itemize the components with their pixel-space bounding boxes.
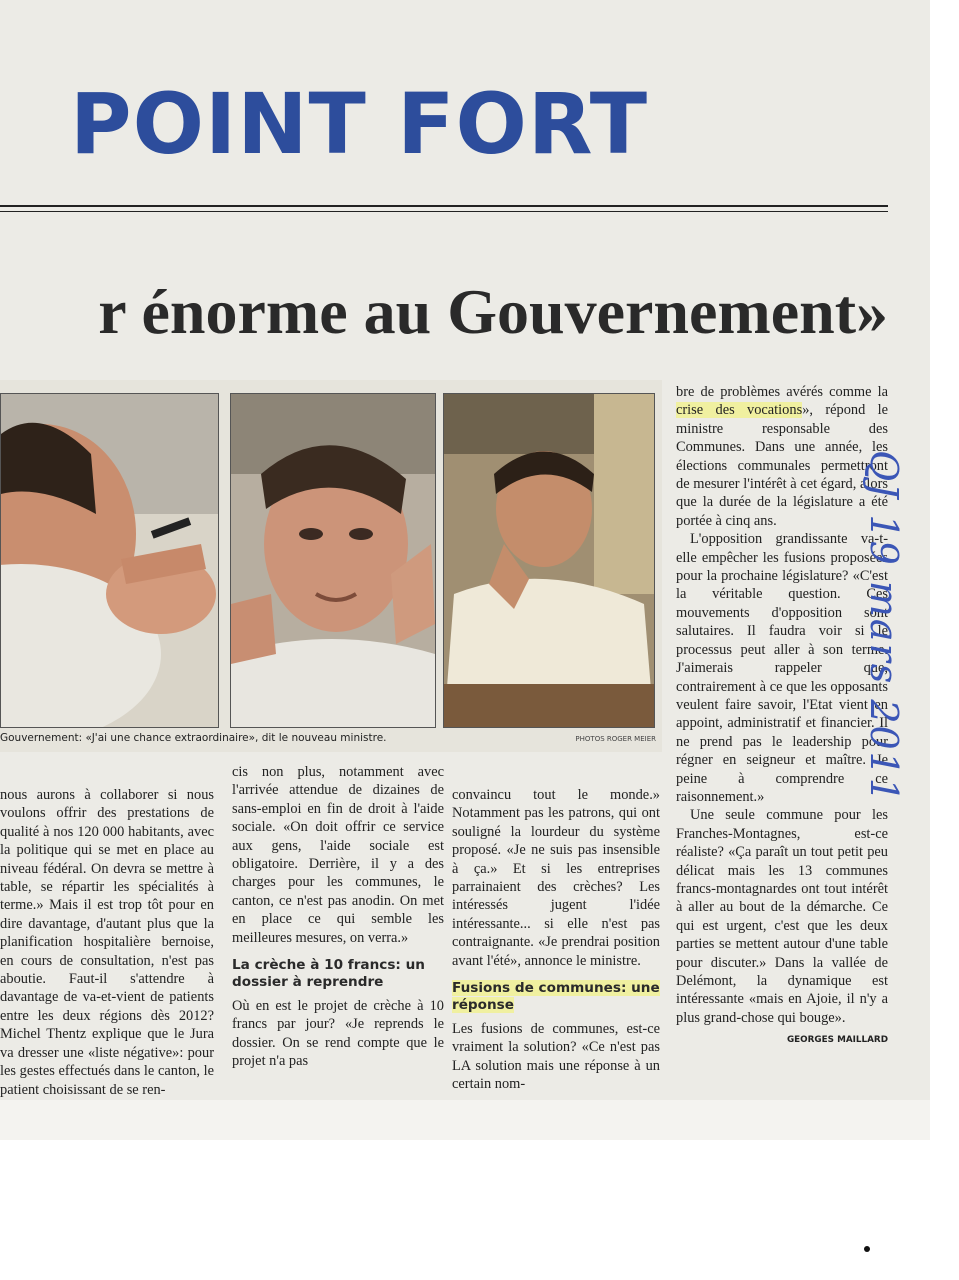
- column-3-text-top: convaincu tout le monde.» Notamment pas les patrons, qui ont souligné la lourdeur du système proposé. «Je ne suis pas insensible à ça.» Et si les entreprises parrainaient des crèches? Les intéressés jugent l'idée intéressante... si elle n'est pas contraignante. «Je prendrai position avant l'été», annonce le ministre.: [452, 787, 660, 969]
- column-4-para-2: L'opposition grandissante va-t-elle empêcher les fusions proposées pour la prochaine législature? «C'est la véritable question. Ces mouvements d'opposition sont salutaires. Il faudra voir si le processus peut aller à son terme. J'aimerais rappeler que, contrairement à ce que les opposants veulent faire savoir, l'Etat vient en appoint, administratif et financier. Il ne prend pas le leadership pour régner en seigneur et maître. Je peine à comprendre ce raisonnement.»: [676, 531, 888, 805]
- subhead-creche: La crèche à 10 francs: un dossier à reprendre: [232, 957, 425, 991]
- header-rule-thin: [0, 211, 888, 212]
- photo-minister-left: [0, 393, 219, 728]
- column-4-para-1: [676, 383, 888, 530]
- scan-speck: [864, 1246, 870, 1252]
- header-rule: [0, 205, 888, 207]
- photo-caption: Gouvernement: «J'ai une chance extraordinaire», dit le nouveau ministre.: [0, 732, 387, 744]
- article-headline: r énorme au Gouvernement»: [98, 276, 888, 347]
- column-2-text-top: cis non plus, notamment avec l'arrivée attendue de dizaines de sans-emploi en fin de droit à l'aide sociale. «On doit offrir ce service aux gens, l'aide sociale est obligatoire. Derrière, il y a des charges pour les communes, le canton, ce n'est pas anodin. On met en place ce qui semble les meilleures mesures, on verra.»: [232, 764, 444, 946]
- handwritten-date-note: QJ 19 mars 2011: [862, 450, 906, 805]
- para-1-end: », répond le ministre responsable des Communes. Dans une année, les élections communales permettront de mesurer l'intérêt à cet égard, alors que la durée de la législature a été portée à cinq ans.: [676, 402, 888, 529]
- para-1-start: bre de problèmes avérés comme la: [676, 384, 888, 400]
- highlighted-phrase: crise des vocations: [676, 402, 803, 419]
- column-3-text-bottom: Les fusions de communes, est-ce vraiment la solution? «Ce n'est pas LA solution mais une réponse à un certain nom-: [452, 1021, 660, 1093]
- photo-minister-center: [230, 393, 436, 728]
- column-1-text: nous aurons à collaborer si nous voulons offrir des prestations de qualité à nos 120 000 habitants, avec la politique qui se met en place au niveau fédéral. On devra se mettre à table, se répartir les spécialités à terme.» Mais il est trop tôt pour en dire davantage, d'autant plus que la planification hospitalière bernoise, en cours de consultation, n'est pas aboutie. Faut-il s'attendre à davantage de va-et-vient de patients entre les deux régions dès 2012? Michel Thentz explique que le Jura va dresser une «liste négative»: pour les gestes effectués dans le canton, le patient choisissant de se ren-: [0, 787, 214, 1098]
- column-4-para-3: Une seule commune pour les Franches-Montagnes, est-ce réaliste? «Ça paraît un tout petit peu délicat mais les 13 communes francs-montagnardes ont tout intérêt à aller au bout de la démarche. Ce qui est urgent, c'est que les deux parties se mettent autour d'une table pour discuter.» Dans la vallée de Delémont, la dynamique est intéressante «mais en Ajoie, il n'y a plus grand-chose qui bouge».: [676, 807, 888, 1026]
- scan-margin: [0, 1140, 959, 1280]
- column-2-text-bottom: Où en est le projet de crèche à 10 francs par jour? «Je reprends le dossier. On se rend compte que le projet n'a pas: [232, 998, 444, 1070]
- subhead-fusions: [452, 980, 660, 1014]
- article-column-1: [0, 786, 214, 1131]
- subhead-fusions-label: Fusions de communes: une réponse: [452, 980, 660, 1014]
- article-author: GEORGES MAILLARD: [786, 1035, 888, 1046]
- photo-minister-right: [443, 393, 655, 728]
- article-column-2: [232, 763, 444, 1108]
- article-column-3: [452, 786, 660, 1106]
- article-column-4: [676, 383, 888, 1083]
- photo-credit: PHOTOS ROGER MEIER: [575, 735, 656, 743]
- section-kicker: POINT FORT: [70, 75, 649, 173]
